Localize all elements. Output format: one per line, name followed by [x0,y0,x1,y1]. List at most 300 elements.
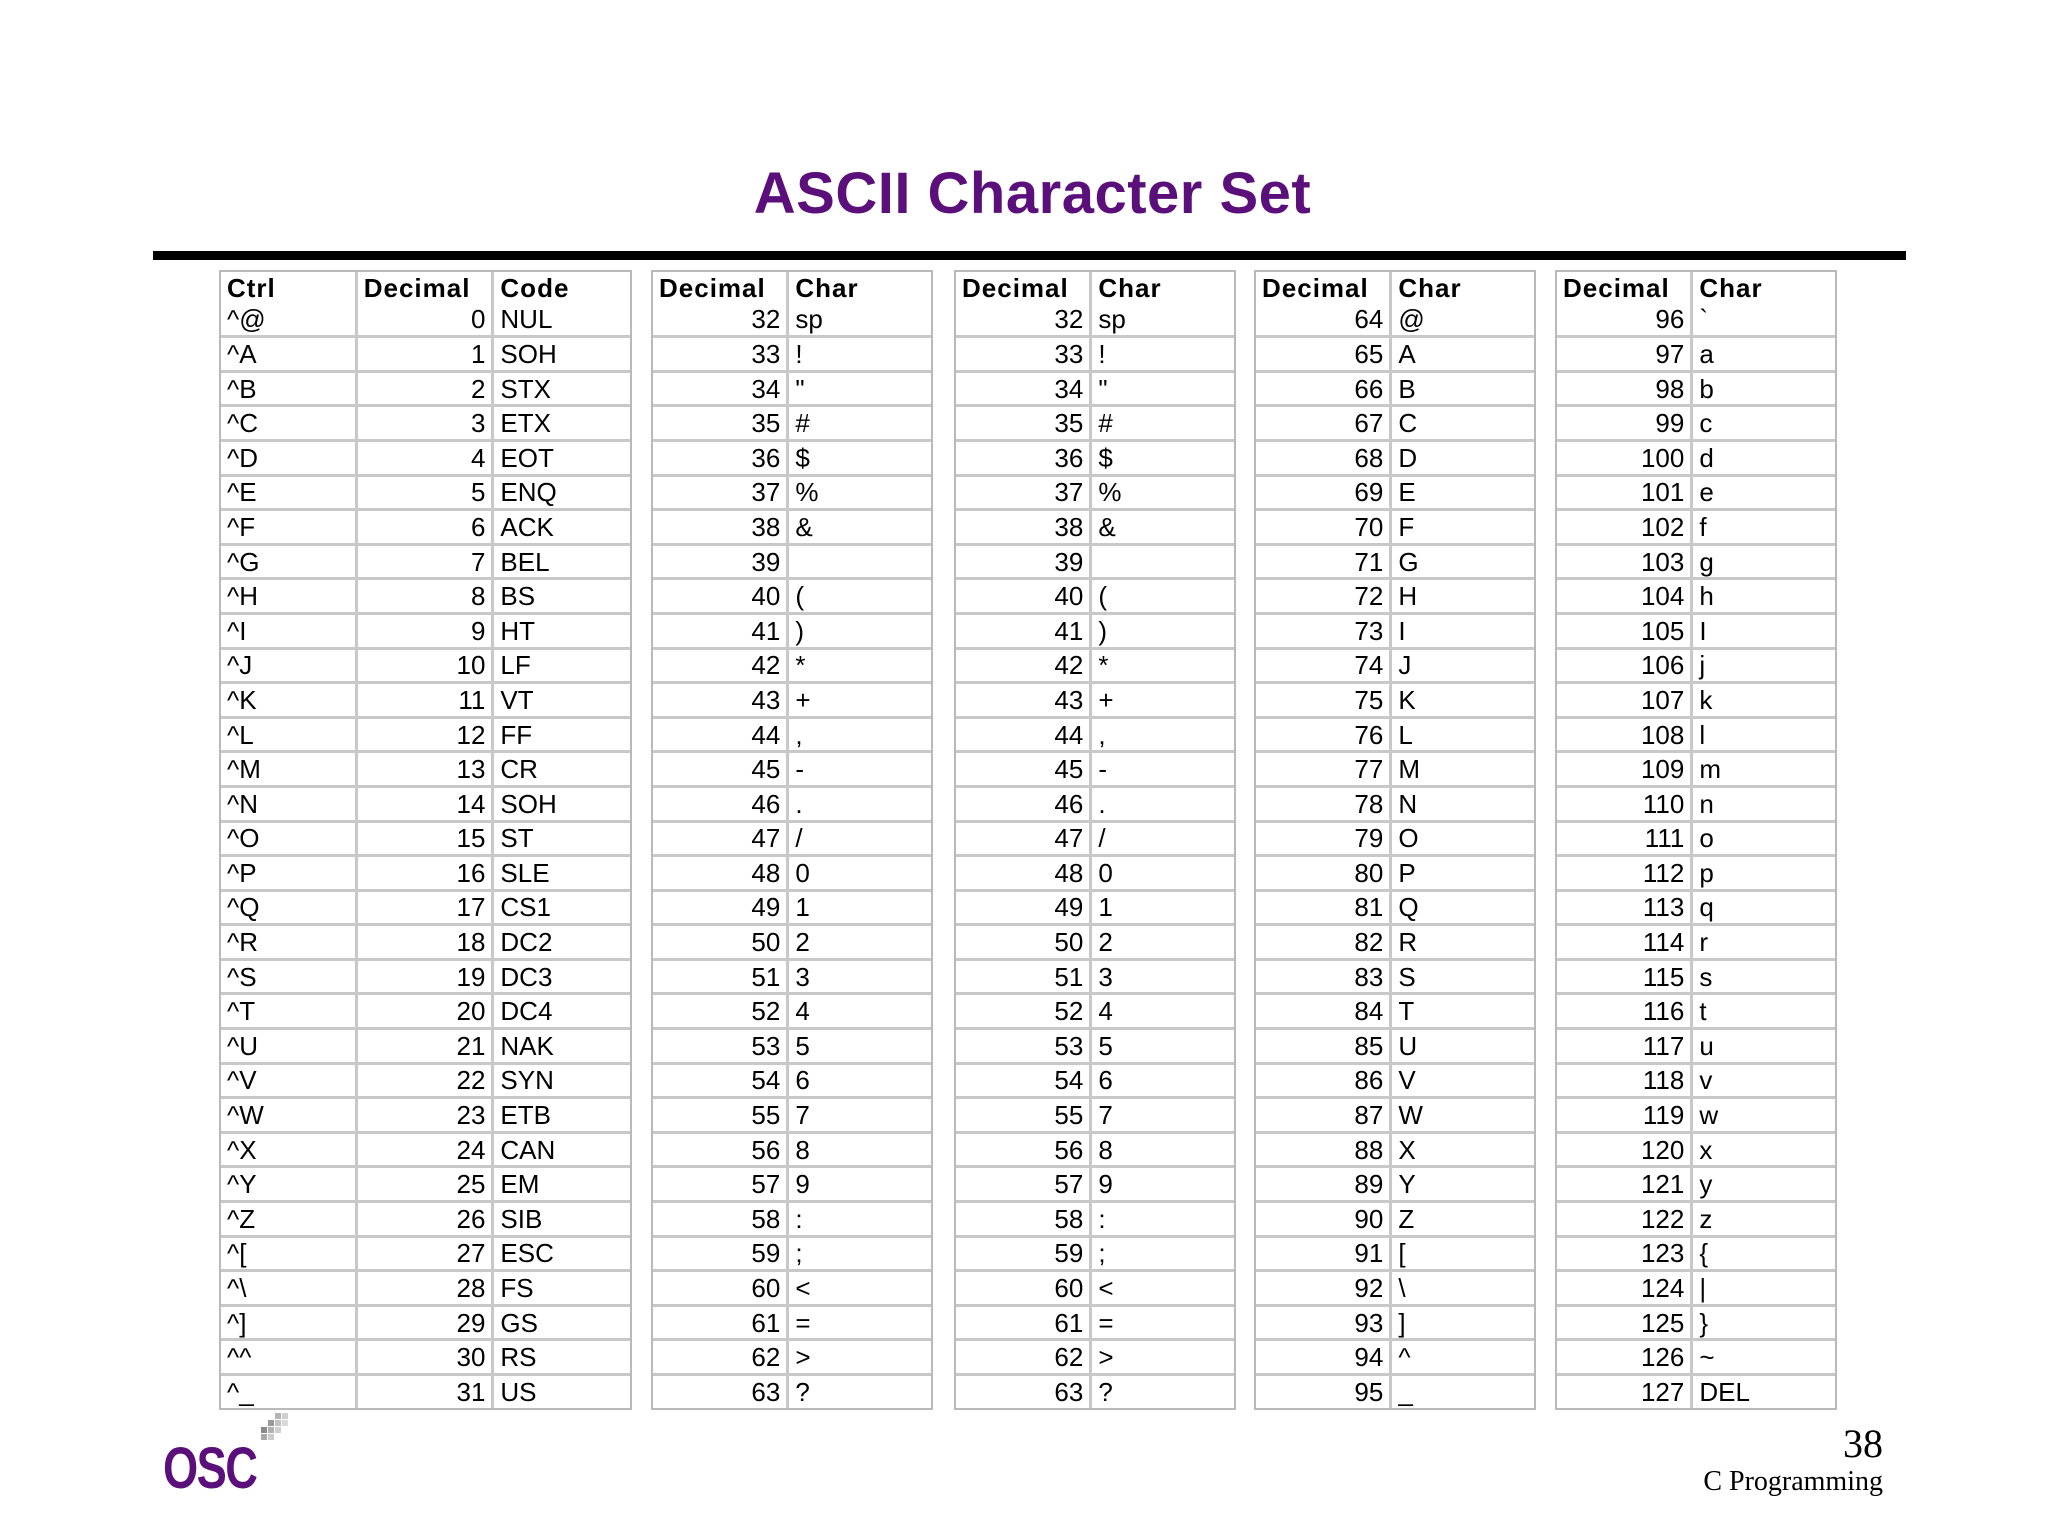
decimal-cell: 102 [1557,511,1693,546]
table-row [956,511,1234,546]
table-row [1256,1272,1534,1307]
decimal-cell: 2 [358,373,495,408]
table-row [1557,373,1835,408]
ctrl-cell: ^U [221,1030,358,1065]
decimal-cell: 92 [1256,1272,1392,1307]
code-cell: DC2 [494,926,630,961]
table-row [1256,1238,1534,1273]
table-row [221,1307,630,1342]
decimal-cell: 54 [653,1065,789,1100]
table-row [1557,1099,1835,1134]
decimal-cell: 45 [956,753,1092,788]
char-cell: 6 [789,1065,931,1100]
table-row [1256,719,1534,754]
decimal-cell: 1 [358,338,495,373]
column-header: Char [1398,272,1462,303]
table-row [221,926,630,961]
table-row [956,961,1234,996]
char-cell: _ [1398,1376,1413,1407]
char-cell: - [789,753,931,788]
decimal-cell: 7 [358,546,495,581]
ctrl-cell: ^T [221,995,358,1030]
table-row [653,580,931,615]
table-row [1557,1238,1835,1273]
table-row [653,477,931,512]
ctrl-cell: ^M [221,753,358,788]
decimal-cell: 63 [653,1376,789,1408]
decimal-cell: 85 [1256,1030,1392,1065]
decimal-cell: 53 [956,1030,1092,1065]
table-row [1256,1030,1534,1065]
table-row [653,892,931,927]
table-row [1256,338,1534,373]
table-row [956,615,1234,650]
char-cell: . [1092,788,1234,823]
decimal-cell: 122 [1557,1203,1693,1238]
decimal-cell: 32 [956,304,1092,339]
decimal-cell: 14 [358,788,495,823]
char-cell: # [789,407,931,442]
decimal-cell: 42 [956,650,1092,685]
decimal-cell: 73 [1256,615,1392,650]
decimal-cell: 6 [358,511,495,546]
ctrl-cell: ^E [221,477,358,512]
char-cell: @ [1392,304,1534,339]
char-cell: = [1092,1307,1234,1342]
char-cell: X [1392,1134,1534,1169]
char-cell: . [789,788,931,823]
decimal-cell: 31 [358,1376,495,1408]
char-cell: 2 [1092,926,1234,961]
char-cell: ; [1092,1238,1234,1273]
char-cell: Z [1392,1203,1534,1238]
decimal-cell: 27 [358,1238,495,1273]
decimal-cell: 117 [1557,1030,1693,1065]
char-cell: ^ [1392,1341,1534,1376]
table-row [653,338,931,373]
char-cell: T [1392,995,1534,1030]
table-row [221,719,630,754]
table-row [1256,684,1534,719]
decimal-cell: 79 [1256,823,1392,858]
char-cell: u [1693,1030,1835,1065]
table-row [653,442,931,477]
decimal-cell: 50 [653,926,789,961]
char-cell: , [1092,719,1234,754]
code-cell: SOH [494,338,630,373]
table-row [221,304,630,339]
ctrl-cell: ^N [221,788,358,823]
code-cell: RS [494,1341,630,1376]
table-row [956,823,1234,858]
ascii-table-96-127 [1555,270,1837,1410]
ctrl-cell: ^J [221,650,358,685]
decimal-cell: 20 [358,995,495,1030]
char-cell: g [1693,546,1835,581]
footer-caption: C Programming [1703,1466,1883,1497]
ctrl-cell: ^\ [221,1272,358,1307]
page-number: 38 [1843,1421,1883,1466]
char-cell: N [1392,788,1534,823]
ctrl-cell: ^B [221,373,358,408]
column-header: Char [1699,272,1763,303]
char-cell: J [1392,650,1534,685]
char-cell: M [1392,753,1534,788]
table-row [221,580,630,615]
char-cell: ; [789,1238,931,1273]
char-cell: o [1693,823,1835,858]
column-header: Decimal [358,272,495,304]
decimal-cell: 59 [956,1238,1092,1273]
char-cell: f [1693,511,1835,546]
decimal-cell: 55 [956,1099,1092,1134]
decimal-cell: 51 [956,961,1092,996]
table-row [653,650,931,685]
decimal-cell: 33 [956,338,1092,373]
char-cell: { [1693,1238,1835,1273]
table-row [1557,615,1835,650]
decimal-cell: 5 [358,477,495,512]
table-row [1256,1376,1534,1408]
decimal-cell: 22 [358,1065,495,1100]
code-cell: ETX [494,407,630,442]
decimal-cell: 18 [358,926,495,961]
table-row [1557,961,1835,996]
ctrl-cell: ^P [221,857,358,892]
decimal-cell: 71 [1256,546,1392,581]
table-row [653,1272,931,1307]
decimal-cell: 28 [358,1272,495,1307]
decimal-cell: 55 [653,1099,789,1134]
table-row [221,1203,630,1238]
char-cell: " [1092,373,1234,408]
char-cell: P [1392,857,1534,892]
decimal-cell: 41 [653,615,789,650]
ctrl-cell: ^W [221,1099,358,1134]
char-cell: 4 [789,995,931,1030]
decimal-cell: 62 [956,1341,1092,1376]
table-row [653,1099,931,1134]
decimal-cell: 115 [1557,961,1693,996]
decimal-cell: 44 [653,719,789,754]
table-row [956,719,1234,754]
char-cell: DEL [1699,1376,1750,1407]
decimal-cell: 12 [358,719,495,754]
char-cell: C [1392,407,1534,442]
ctrl-cell: ^@ [221,304,358,339]
decimal-cell: 36 [956,442,1092,477]
osc-logo [163,1413,303,1501]
decimal-cell: 96 [1557,304,1693,339]
char-cell: 0 [1092,857,1234,892]
table-header-row [1557,272,1835,304]
table-row [221,1168,630,1203]
table-row [1256,1065,1534,1100]
table-row [1256,1099,1534,1134]
decimal-cell: 60 [653,1272,789,1307]
decimal-cell: 35 [653,407,789,442]
char-cell: [ [1392,1238,1534,1273]
table-row [956,650,1234,685]
code-cell: EM [494,1168,630,1203]
table-row [956,1341,1234,1376]
decimal-cell: 48 [956,857,1092,892]
char-cell: G [1392,546,1534,581]
table-row [221,546,630,581]
table-row [1256,1134,1534,1169]
decimal-cell: 43 [956,684,1092,719]
decimal-cell: 24 [358,1134,495,1169]
table-row [1256,857,1534,892]
column-header: Char [1098,272,1162,303]
table-row [1557,1065,1835,1100]
char-cell: | [1693,1272,1835,1307]
decimal-cell: 39 [956,546,1092,581]
table-row [221,995,630,1030]
char-cell: ~ [1693,1341,1835,1376]
char-cell: " [789,373,931,408]
char-cell: , [789,719,931,754]
code-cell: NAK [494,1030,630,1065]
char-cell: # [1092,407,1234,442]
char-cell: ( [789,580,931,615]
decimal-cell: 53 [653,1030,789,1065]
char-cell: 8 [1092,1134,1234,1169]
char-cell: < [1092,1272,1234,1307]
code-cell: ENQ [494,477,630,512]
decimal-cell: 48 [653,857,789,892]
table-row [1256,1341,1534,1376]
decimal-cell: 64 [1256,304,1392,339]
decimal-cell: 50 [956,926,1092,961]
decimal-cell: 25 [358,1168,495,1203]
decimal-cell: 77 [1256,753,1392,788]
table-row [1557,1168,1835,1203]
decimal-cell: 74 [1256,650,1392,685]
decimal-cell: 126 [1557,1341,1693,1376]
table-row [956,1065,1234,1100]
osc-logo-text: OSC [163,1436,257,1501]
decimal-cell: 37 [653,477,789,512]
table-row [1256,546,1534,581]
char-cell: p [1693,857,1835,892]
char-cell: I [1693,615,1835,650]
table-row [1557,788,1835,823]
decimal-cell: 109 [1557,753,1693,788]
code-cell: SLE [494,857,630,892]
decimal-cell: 99 [1557,407,1693,442]
table-row [1557,995,1835,1030]
char-cell: % [1092,477,1234,512]
decimal-cell: 42 [653,650,789,685]
ctrl-cell: ^Y [221,1168,358,1203]
code-cell: US [500,1376,537,1407]
decimal-cell: 58 [653,1203,789,1238]
char-cell: ( [1092,580,1234,615]
table-row [221,1030,630,1065]
decimal-cell: 49 [956,892,1092,927]
decimal-cell: 78 [1256,788,1392,823]
table-row [653,511,931,546]
decimal-cell: 75 [1256,684,1392,719]
table-row [221,1134,630,1169]
decimal-cell: 82 [1256,926,1392,961]
decimal-cell: 70 [1256,511,1392,546]
decimal-cell: 23 [358,1099,495,1134]
decimal-cell: 61 [653,1307,789,1342]
decimal-cell: 41 [956,615,1092,650]
char-cell: x [1693,1134,1835,1169]
ctrl-cell: ^[ [221,1238,358,1273]
decimal-cell: 76 [1256,719,1392,754]
decimal-cell: 127 [1557,1376,1693,1408]
decimal-cell: 37 [956,477,1092,512]
char-cell: > [789,1341,931,1376]
table-row [221,892,630,927]
char-cell: 1 [1092,892,1234,927]
code-cell: BS [494,580,630,615]
decimal-cell: 118 [1557,1065,1693,1100]
ascii-table-32-63-duplicate [954,270,1236,1410]
char-cell: ! [789,338,931,373]
char-cell: < [789,1272,931,1307]
char-cell: V [1392,1065,1534,1100]
table-row [1557,684,1835,719]
code-cell: LF [494,650,630,685]
decimal-cell: 13 [358,753,495,788]
table-row [653,719,931,754]
table-row [1557,304,1835,339]
char-cell: 3 [789,961,931,996]
table-row [653,1341,931,1376]
char-cell: 9 [789,1168,931,1203]
decimal-cell: 10 [358,650,495,685]
decimal-cell: 60 [956,1272,1092,1307]
table-row [221,1341,630,1376]
char-cell: 5 [1092,1030,1234,1065]
table-row [653,995,931,1030]
table-row [1256,1203,1534,1238]
table-row [956,1134,1234,1169]
ctrl-cell: ^R [221,926,358,961]
decimal-cell: 94 [1256,1341,1392,1376]
decimal-cell: 32 [653,304,789,339]
decimal-cell: 17 [358,892,495,927]
table-row [1256,961,1534,996]
char-cell: w [1693,1099,1835,1134]
table-row [956,1307,1234,1342]
decimal-cell: 44 [956,719,1092,754]
char-cell: 3 [1092,961,1234,996]
table-row [1256,442,1534,477]
table-row [221,407,630,442]
code-cell: DC4 [494,995,630,1030]
decimal-cell: 40 [956,580,1092,615]
table-row [653,1376,931,1408]
char-cell: O [1392,823,1534,858]
decimal-cell: 68 [1256,442,1392,477]
char-cell: 4 [1092,995,1234,1030]
table-row [956,892,1234,927]
table-row [1557,926,1835,961]
char-cell: R [1392,926,1534,961]
decimal-cell: 97 [1557,338,1693,373]
char-cell [789,546,931,581]
char-cell: B [1392,373,1534,408]
title-divider [153,251,1906,260]
decimal-cell: 52 [956,995,1092,1030]
char-cell: t [1693,995,1835,1030]
char-cell: ) [1092,615,1234,650]
table-row [221,753,630,788]
column-header: Ctrl [221,272,358,304]
table-row [1557,1203,1835,1238]
decimal-cell: 119 [1557,1099,1693,1134]
code-cell: ACK [494,511,630,546]
table-row [653,1134,931,1169]
table-row [1557,477,1835,512]
char-cell: + [789,684,931,719]
table-row [1256,1307,1534,1342]
decimal-cell: 57 [956,1168,1092,1203]
char-cell: $ [789,442,931,477]
char-cell: r [1693,926,1835,961]
table-row [1256,511,1534,546]
char-cell: h [1693,580,1835,615]
decimal-cell: 54 [956,1065,1092,1100]
table-row [1557,892,1835,927]
char-cell: b [1693,373,1835,408]
decimal-cell: 101 [1557,477,1693,512]
decimal-cell: 121 [1557,1168,1693,1203]
decimal-cell: 83 [1256,961,1392,996]
code-cell: SIB [494,1203,630,1238]
ctrl-cell: ^G [221,546,358,581]
table-row [1557,1134,1835,1169]
slide-title: ASCII Character Set [753,161,1312,226]
table-row [653,373,931,408]
table-row [221,650,630,685]
table-row [221,477,630,512]
char-cell: n [1693,788,1835,823]
char-cell: = [789,1307,931,1342]
char-cell: d [1693,442,1835,477]
table-row [653,615,931,650]
ctrl-cell: ^D [221,442,358,477]
char-cell: % [789,477,931,512]
table-row [221,857,630,892]
table-row [1256,304,1534,339]
table-row [1256,477,1534,512]
decimal-cell: 40 [653,580,789,615]
char-cell: 5 [789,1030,931,1065]
decimal-cell: 80 [1256,857,1392,892]
decimal-cell: 21 [358,1030,495,1065]
decimal-cell: 38 [653,511,789,546]
code-cell: FS [494,1272,630,1307]
table-row [653,1030,931,1065]
char-cell: / [1092,823,1234,858]
ctrl-cell: ^Q [221,892,358,927]
decimal-cell: 38 [956,511,1092,546]
char-cell: * [789,650,931,685]
table-row [956,1272,1234,1307]
table-row [653,788,931,823]
decimal-cell: 36 [653,442,789,477]
table-row [1256,926,1534,961]
table-row [1557,338,1835,373]
decimal-cell: 111 [1557,823,1693,858]
